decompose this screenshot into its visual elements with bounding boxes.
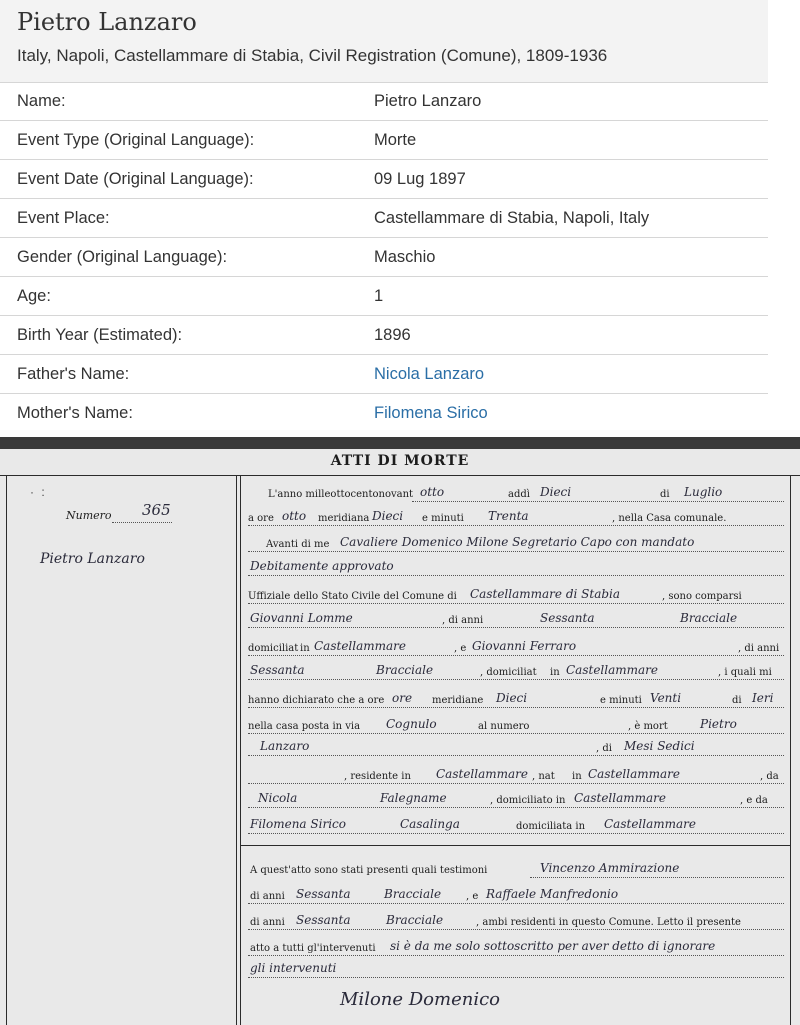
printed-text: , ambi residenti in questo Comune. Letto il presente [476, 917, 741, 928]
row-value: 09 Lug 1897 [374, 170, 466, 188]
printed-text: meridiane [432, 695, 484, 706]
row-value: 1896 [374, 326, 411, 344]
printed-text: di anni [250, 917, 285, 928]
printed-text: in [572, 771, 582, 782]
row-value: Castellammare di Stabia, Napoli, Italy [374, 209, 650, 227]
handwritten-text: otto [282, 509, 307, 523]
printed-text: al numero [478, 721, 530, 732]
handwritten-text: Castellammare [588, 767, 680, 781]
printed-text: , è mort [628, 721, 668, 732]
document-scan [0, 437, 800, 1025]
row-event-date [0, 160, 768, 199]
printed-text: , e da [740, 795, 768, 806]
printed-text: domiciliata in [516, 821, 586, 832]
handwritten-text: Raffaele Manfredonio [486, 887, 619, 901]
row-label: Name: [17, 92, 66, 110]
printed-text: nella casa posta in via [248, 721, 361, 732]
fill-line [248, 783, 784, 784]
record-title: Pietro Lanzaro [17, 8, 197, 36]
handwritten-text: Lanzaro [260, 739, 310, 753]
fill-line [248, 929, 784, 930]
handwritten-text: Casalinga [400, 817, 460, 831]
printed-text: e minuti [600, 695, 642, 706]
fill-line [248, 833, 784, 834]
numero-underline [112, 522, 172, 523]
fill-line [248, 707, 784, 708]
fill-line [248, 903, 784, 904]
numero-label: Numero [66, 509, 112, 522]
fill-line [248, 733, 784, 734]
fill-line [248, 977, 784, 978]
handwritten-text: Cavaliere Domenico Milone Segretario Capo con mandato [340, 535, 695, 549]
registrar-signature: Milone Domenico [340, 989, 501, 1010]
printed-text: Avanti di me [266, 539, 330, 550]
handwritten-text: Sessanta [540, 611, 595, 625]
printed-text: , e [466, 891, 479, 902]
handwritten-text: Castellammare di Stabia [470, 587, 621, 601]
row-value: Morte [374, 131, 417, 149]
printed-text: in [550, 667, 560, 678]
row-label: Birth Year (Estimated): [17, 326, 183, 344]
handwritten-text: Luglio [684, 485, 723, 499]
record-header [0, 0, 768, 83]
page-rule-top [0, 475, 800, 476]
printed-text: , nat [532, 771, 555, 782]
handwritten-text: Sessanta [296, 913, 351, 927]
printed-text: meridiana [318, 513, 370, 524]
handwritten-text: Venti [650, 691, 682, 705]
fill-line [248, 755, 784, 756]
row-value: 1 [374, 287, 384, 305]
row-age [0, 277, 768, 316]
row-birth-year [0, 316, 768, 355]
printed-text: e minuti [422, 513, 464, 524]
fill-line [248, 525, 784, 526]
handwritten-text: Giovanni Lomme [250, 611, 353, 625]
fill-line [248, 955, 784, 956]
printed-text: di [732, 695, 742, 706]
father-name-link[interactable]: Nicola Lanzaro [374, 365, 485, 383]
handwritten-text: Falegname [380, 791, 447, 805]
handwritten-text: Giovanni Ferraro [472, 639, 577, 653]
page-rule-left [6, 475, 7, 1025]
printed-text: , da [760, 771, 779, 782]
handwritten-text: ore [392, 691, 413, 705]
handwritten-text: Sessanta [296, 887, 351, 901]
row-gender [0, 238, 768, 277]
handwritten-text: Nicola [258, 791, 298, 805]
mother-name-link[interactable]: Filomena Sirico [374, 404, 488, 422]
record-subtitle: Italy, Napoli, Castellammare di Stabia, Civil Registration (Comune), 1809-1936 [17, 46, 608, 65]
handwritten-text: Cognulo [386, 717, 437, 731]
handwritten-text: Pietro [700, 717, 737, 731]
handwritten-text: Castellammare [574, 791, 666, 805]
handwritten-text: Castellammare [604, 817, 696, 831]
printed-text: hanno dichiarato che a ore [248, 695, 385, 706]
handwritten-text: Dieci [372, 509, 404, 523]
handwritten-text: gli intervenuti [250, 961, 337, 975]
handwritten-text: Castellammare [566, 663, 658, 677]
handwritten-text: Bracciale [386, 913, 444, 927]
numero-value: 365 [142, 501, 171, 519]
section-rule [240, 845, 790, 846]
printed-text: a ore [248, 513, 274, 524]
fill-line [248, 807, 784, 808]
printed-text: , sono comparsi [662, 591, 742, 602]
handwritten-text: otto [420, 485, 445, 499]
row-event-type [0, 121, 768, 160]
printed-text: , domiciliat [480, 667, 537, 678]
handwritten-text: Trenta [488, 509, 529, 523]
record-panel [0, 0, 768, 428]
printed-text: A quest'atto sono stati presenti quali testimoni [250, 865, 488, 876]
fill-line [248, 603, 784, 604]
row-label: Mother's Name: [17, 404, 133, 422]
fill-line [248, 679, 784, 680]
printed-text: , domiciliato in [490, 795, 566, 806]
row-label: Gender (Original Language): [17, 248, 228, 266]
handwritten-text: Filomena Sirico [250, 817, 346, 831]
row-label: Father's Name: [17, 365, 130, 383]
handwritten-text: Dieci [540, 485, 572, 499]
printed-text: , e [454, 643, 467, 654]
fill-line [248, 627, 784, 628]
printed-text: di [660, 489, 670, 500]
printed-text: , di anni [442, 615, 484, 626]
margin-divider [236, 475, 237, 1025]
handwritten-text: Ieri [752, 691, 774, 705]
page-rule-right [790, 475, 791, 1025]
printed-text: , di anni [738, 643, 780, 654]
printed-text: , nella Casa comunale. [612, 513, 727, 524]
row-mother-name [0, 394, 768, 432]
row-label: Event Type (Original Language): [17, 131, 255, 149]
scan-edge [0, 437, 800, 449]
handwritten-text: Sessanta [250, 663, 305, 677]
handwritten-text: Castellammare [436, 767, 528, 781]
margin-divider-inner [240, 475, 241, 1025]
fill-line [248, 575, 784, 576]
printed-text: atto a tutti gl'intervenuti [250, 943, 376, 954]
handwritten-text: Bracciale [376, 663, 434, 677]
handwritten-text: Bracciale [384, 887, 442, 901]
fill-line [248, 655, 784, 656]
row-label: Age: [17, 287, 51, 305]
printed-text: , di [596, 743, 612, 754]
document-heading: ATTI DI MORTE [330, 453, 470, 469]
handwritten-text: Vincenzo Ammirazione [540, 861, 680, 875]
handwritten-text: si è da me solo sottoscritto per aver detto di ignorare [390, 939, 716, 953]
handwritten-text: Castellammare [314, 639, 406, 653]
handwritten-text: Dieci [496, 691, 528, 705]
row-event-place [0, 199, 768, 238]
printed-text: , i quali mi [718, 667, 772, 678]
row-label: Event Place: [17, 209, 110, 227]
handwritten-text: Debitamente approvato [250, 559, 394, 573]
row-value: Maschio [374, 248, 436, 266]
row-father-name [0, 355, 768, 394]
record-details-table [0, 82, 768, 432]
printed-text: domiciliat [248, 643, 299, 654]
margin-name: Pietro Lanzaro [40, 551, 145, 567]
row-value: Pietro Lanzaro [374, 92, 482, 110]
row-label: Event Date (Original Language): [17, 170, 254, 188]
printed-text: L'anno milleottocentonovant [268, 489, 414, 500]
row-name [0, 82, 768, 121]
printed-text: di anni [250, 891, 285, 902]
fill-line [248, 551, 784, 552]
fill-line [530, 877, 784, 878]
ink-dots: · : [30, 485, 47, 499]
printed-text: in [300, 643, 310, 654]
fill-line [412, 501, 784, 502]
printed-text: , residente in [344, 771, 411, 782]
handwritten-text: Mesi Sedici [624, 739, 695, 753]
printed-text: Uffiziale dello Stato Civile del Comune di [248, 591, 457, 602]
printed-text: addì [508, 489, 530, 500]
handwritten-text: Bracciale [680, 611, 738, 625]
